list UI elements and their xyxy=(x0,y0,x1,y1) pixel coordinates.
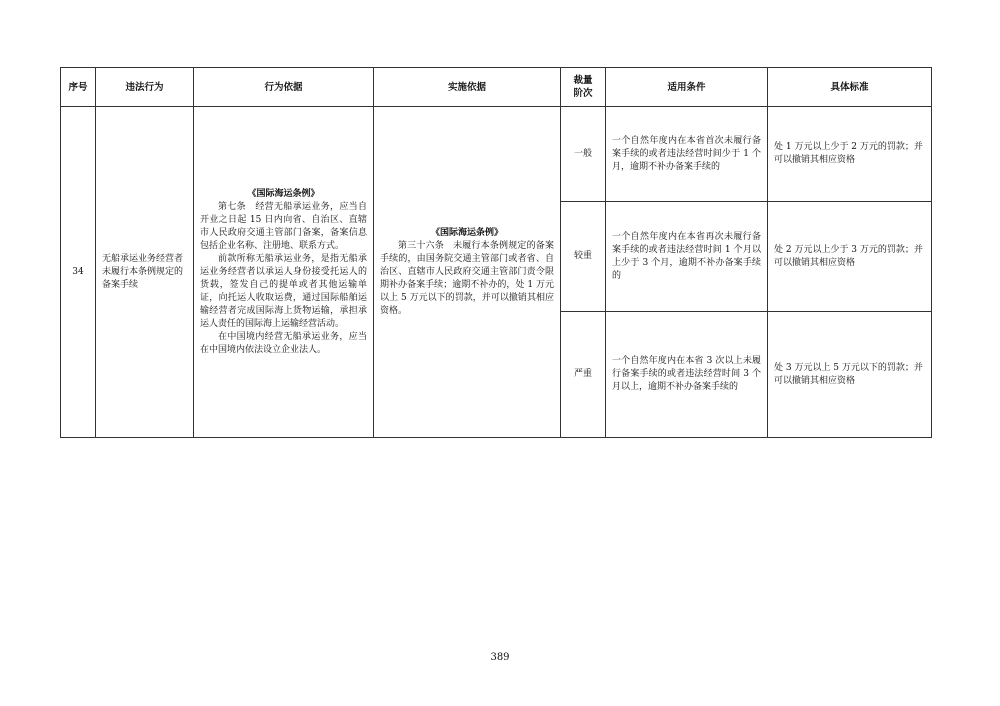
header-level xyxy=(561,68,606,107)
table-row xyxy=(61,107,932,202)
cell-standard-serious: 处 2 万元以上少于 3 万元的罚款；并可以撤销其相应资格 xyxy=(768,202,932,312)
header-violation: 违法行为 xyxy=(96,68,194,107)
cell-condition-severe: 一个自然年度内在本省 3 次以上未履行备案手续的或者违法经营时间 3 个月以上，逾期不补办备案手续的 xyxy=(606,312,768,438)
cell-violation: 无船承运业务经营者未履行本条例规定的备案手续 xyxy=(96,107,194,438)
header-condition: 适用条件 xyxy=(606,68,768,107)
page-number: 389 xyxy=(490,652,510,663)
header-seq: 序号 xyxy=(61,68,96,107)
basis-paragraph-3: 在中国境内经营无船承运业务，应当在中国境内依法设立企业法人。 xyxy=(200,331,367,355)
penalty-discretion-table xyxy=(60,67,932,438)
header-basis: 行为依据 xyxy=(194,68,374,107)
basis-law-title: 《国际海运条例》 xyxy=(247,188,320,199)
table-header-row xyxy=(61,68,932,107)
header-level-line2: 阶次 xyxy=(573,88,593,99)
cell-level-severe: 严重 xyxy=(561,312,606,438)
cell-seq: 34 xyxy=(61,107,96,438)
basis-paragraph-2: 前款所称无船承运业务，是指无船承运业务经营者以承运人身份接受托运人的货载，签发自己的提单或者其他运输单证，向托运人收取运费，通过国际船舶运输经营者完成国际海上货物运输，承担承运人责任的国际海上运输经营活动。 xyxy=(200,253,367,329)
cell-level-general: 一般 xyxy=(561,107,606,202)
cell-level-serious: 较重 xyxy=(561,202,606,312)
cell-basis xyxy=(194,107,374,438)
cell-condition-serious: 一个自然年度内在本省再次未履行备案手续的或者违法经营时间 1 个月以上少于 3 个月，逾期不补办备案手续的 xyxy=(606,202,768,312)
cell-implementation xyxy=(374,107,561,438)
header-implementation: 实施依据 xyxy=(374,68,561,107)
implementation-law-title: 《国际海运条例》 xyxy=(430,227,503,238)
header-standard: 具体标准 xyxy=(768,68,932,107)
cell-standard-severe: 处 3 万元以上 5 万元以下的罚款；并可以撤销其相应资格 xyxy=(768,312,932,438)
basis-paragraph-1: 第七条 经营无船承运业务，应当自开业之日起 15 日内向省、自治区、直辖市人民政府交通主管部门备案，备案信息包括企业名称、注册地、联系方式。 xyxy=(200,201,367,251)
implementation-text: 第三十六条 未履行本条例规定的备案手续的，由国务院交通主管部门或者省、自治区、直辖市人民政府交通主管部门责令限期补办备案手续；逾期不补办的，处 1 万元以上 5 万元以下的罚款，并可以撤销其相应资格。 xyxy=(380,240,554,316)
cell-condition-general: 一个自然年度内在本省首次未履行备案手续的或者违法经营时间少于 1 个月，逾期不补办备案手续的 xyxy=(606,107,768,202)
header-level-line1: 裁量 xyxy=(573,75,593,86)
cell-standard-general: 处 1 万元以上少于 2 万元的罚款；并可以撤销其相应资格 xyxy=(768,107,932,202)
